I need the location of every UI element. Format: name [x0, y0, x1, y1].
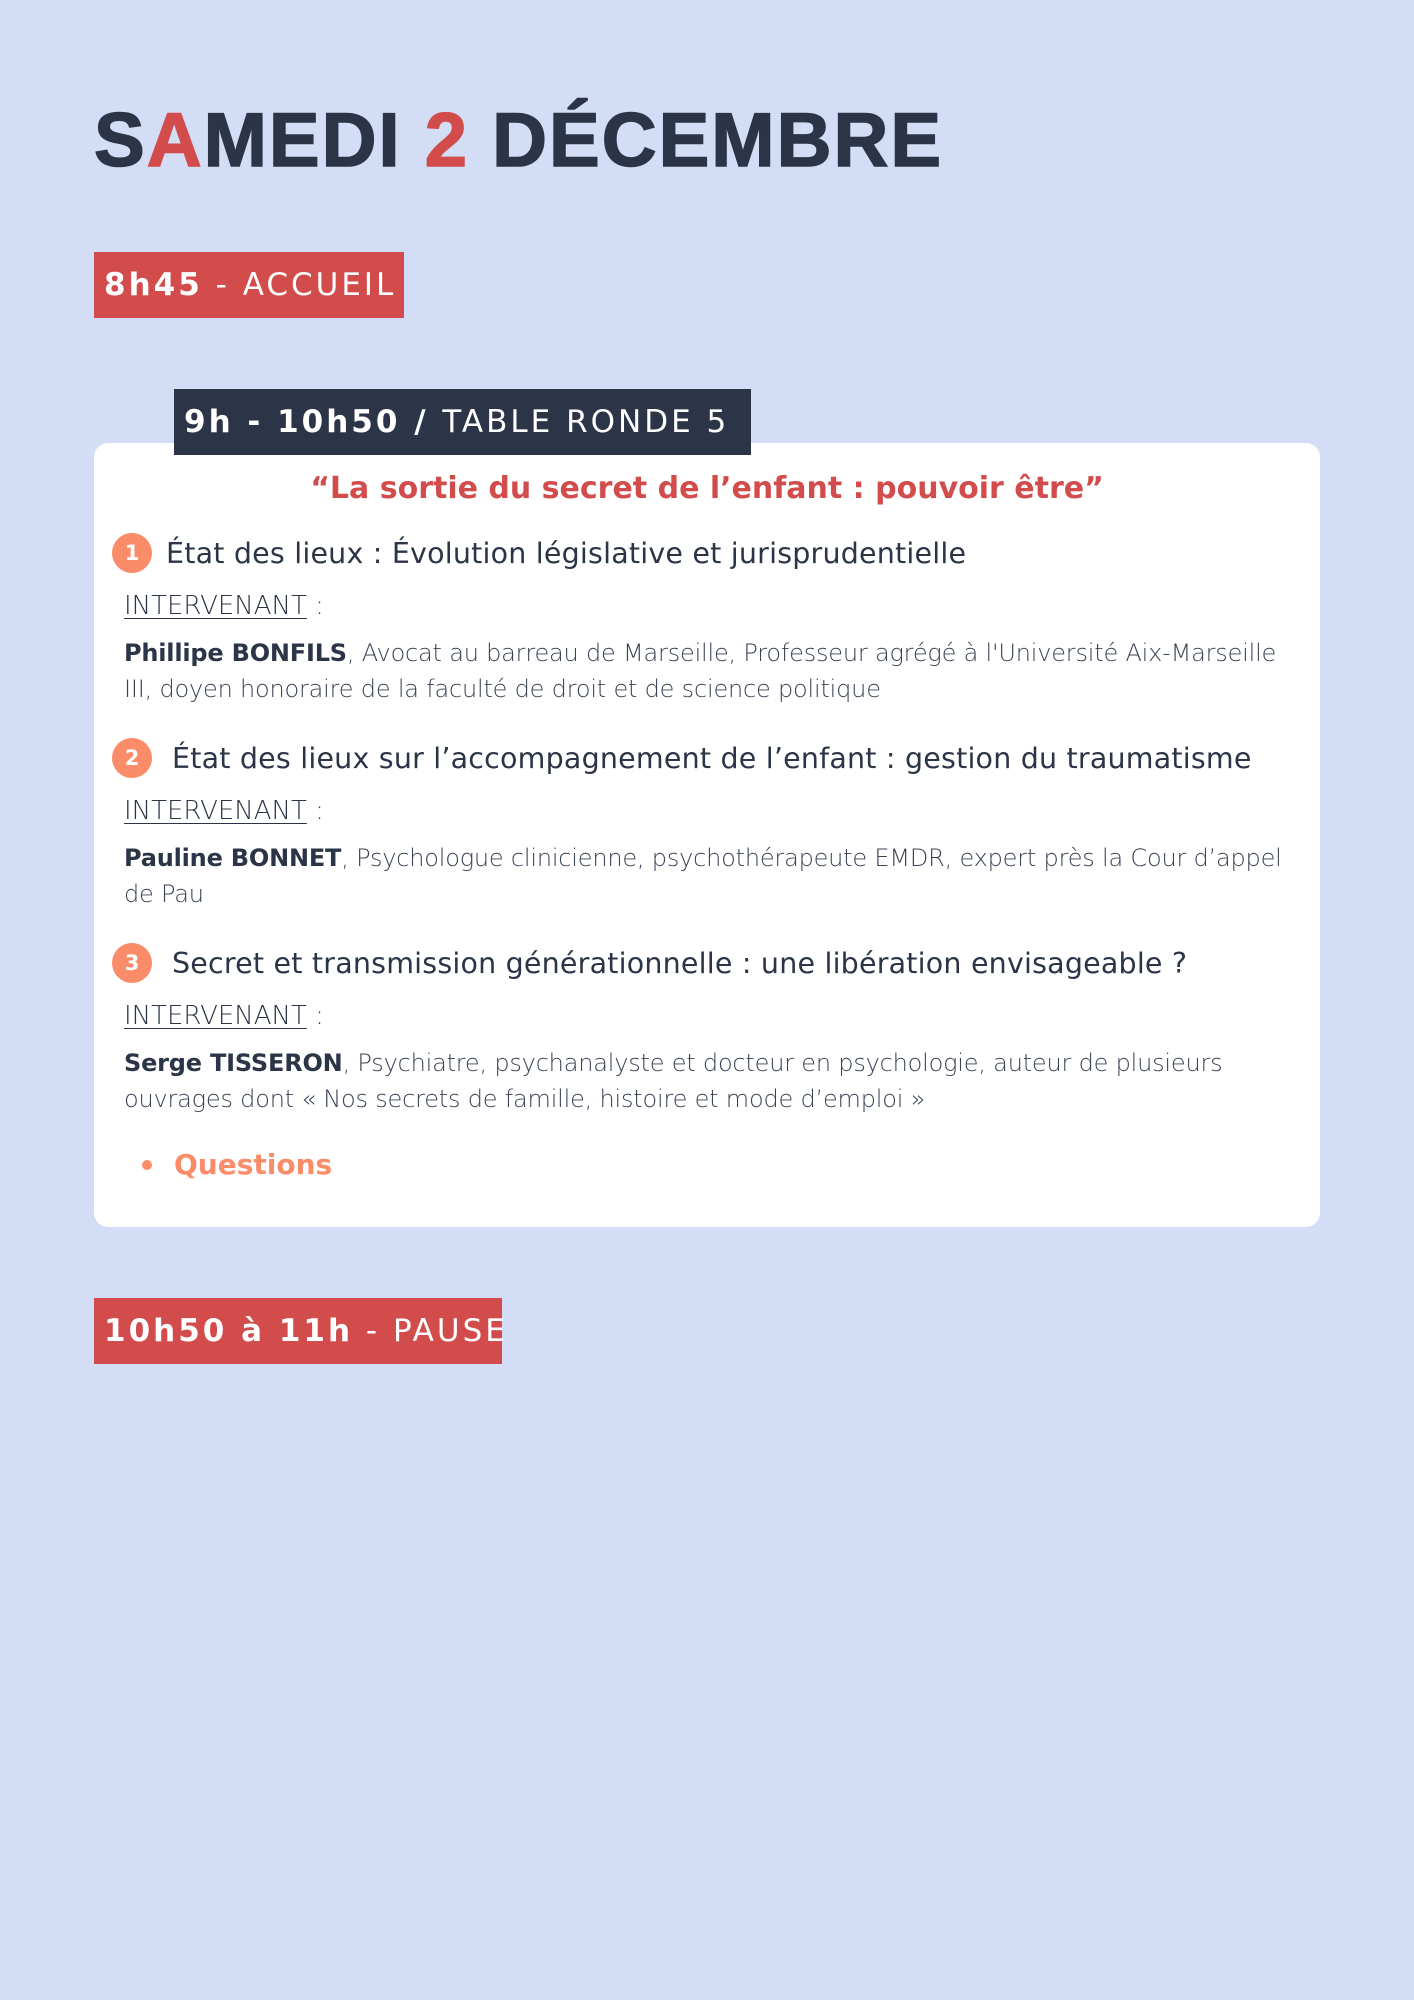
number-badge: 2	[112, 738, 152, 778]
pause-time: 10h50 à 11h	[104, 1313, 354, 1349]
pause-separator: -	[353, 1313, 393, 1349]
accueil-label: ACCUEIL	[242, 267, 397, 303]
table-ronde-card	[94, 443, 1320, 1227]
title-accent-number: 2	[424, 98, 469, 183]
speaker-details: , Psychologue clinicienne, psychothérapeute EMDR, expert près la Cour d’appel de Pau	[124, 844, 1282, 908]
questions-item	[142, 1148, 332, 1181]
speaker-label-colon: :	[306, 1001, 324, 1031]
speaker-label-text: INTERVENANT	[124, 591, 307, 621]
speaker-description	[124, 1045, 1300, 1117]
bullet-icon	[142, 1160, 152, 1170]
accueil-time-tag	[94, 252, 404, 318]
item-header	[112, 736, 1300, 780]
table-ronde-separator: /	[400, 404, 443, 440]
number-badge: 1	[112, 533, 152, 573]
table-ronde-time: 9h - 10h50	[184, 404, 401, 440]
speaker-label	[124, 589, 1300, 623]
title-part: MEDI	[203, 98, 425, 183]
speaker-label	[124, 794, 1300, 828]
speaker-label-text: INTERVENANT	[124, 1001, 307, 1031]
questions-label: Questions	[174, 1148, 333, 1181]
speaker-label-colon: :	[306, 796, 324, 826]
speaker-details: , Psychiatre, psychanalyste et docteur en psychologie, auteur de plusieurs ouvrages dont « Nos secrets de famille, histoire et mode d’emploi »	[124, 1049, 1223, 1113]
speaker-name: Serge TISSERON	[124, 1049, 343, 1077]
program-item	[112, 531, 1300, 707]
pause-time-tag	[94, 1298, 508, 1364]
speaker-description	[124, 635, 1300, 707]
speaker-label-text: INTERVENANT	[124, 796, 307, 826]
program-item	[112, 736, 1300, 912]
pause-label: PAUSE	[392, 1313, 508, 1349]
speaker-description	[124, 840, 1300, 912]
table-ronde-time-tag	[174, 389, 751, 455]
table-ronde-label: TABLE RONDE 5	[442, 404, 730, 440]
speaker-name: Phillipe BONFILS	[124, 639, 347, 667]
program-item	[112, 941, 1300, 1117]
item-header	[112, 531, 1300, 575]
item-header	[112, 941, 1300, 985]
speaker-details: , Avocat au barreau de Marseille, Professeur agrégé à l'Université Aix-Marseille III, doyen honoraire de la faculté de droit et de science politique	[124, 639, 1277, 703]
title-part: S	[94, 98, 147, 183]
accueil-time: 8h45	[104, 267, 203, 303]
item-heading: Secret et transmission générationnelle : une libération envisageable ?	[172, 946, 1188, 980]
item-heading: État des lieux : Évolution législative et jurisprudentielle	[166, 536, 967, 570]
title-accent-letter: A	[146, 98, 204, 183]
speaker-label	[124, 999, 1300, 1033]
title-part: DÉCEMBRE	[469, 98, 944, 183]
speaker-name: Pauline BONNET	[124, 844, 342, 872]
accueil-separator: -	[202, 267, 243, 303]
speaker-label-colon: :	[306, 591, 324, 621]
page-title	[94, 96, 943, 186]
item-heading: État des lieux sur l’accompagnement de l’enfant : gestion du traumatisme	[172, 741, 1252, 775]
number-badge: 3	[112, 943, 152, 983]
table-ronde-title: “La sortie du secret de l’enfant : pouvoir être”	[310, 471, 1104, 506]
